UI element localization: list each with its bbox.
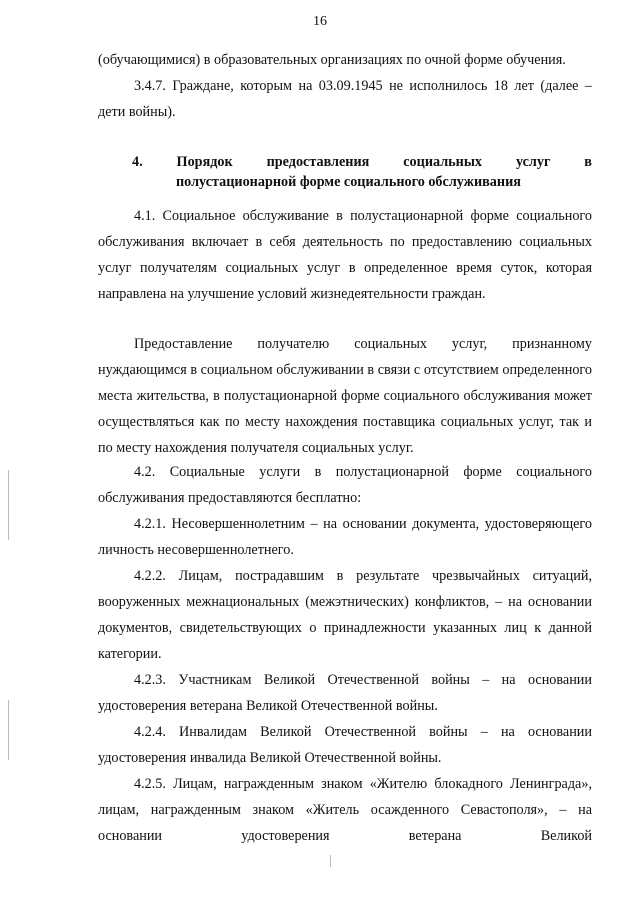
heading-word: Порядок bbox=[176, 154, 233, 170]
paragraph-4-2-5: 4.2.5. Лицам, награжденным знаком «Жителю блокадного Ленинграда», лицам, награжденным знаком «Житель осажденного Севастополя», – на основании удостоверения ветерана Великой bbox=[98, 776, 592, 844]
paragraph-4-2-3: 4.2.3. Участникам Великой Отечественной войны – на основании удостоверения ветерана Великой Отечественной войны. bbox=[98, 672, 592, 714]
heading-word: услуг bbox=[515, 154, 551, 170]
page-number: 16 bbox=[313, 14, 327, 29]
paragraph-4-2-2: 4.2.2. Лицам, пострадавшим в результате чрезвычайных ситуаций, вооруженных межнациональных (межэтнических) конфликтов, – на основании документов, свидетельствующих о принадлежности указанных лиц к данной категории. bbox=[98, 568, 592, 662]
paragraph-placement: Предоставление получателю социальных услуг, признанному нуждающимся в социальном обслуживании в связи с отсутствием определенного места жительства, в полустационарной форме социального обслуживания может осуществляться как по месту нахождения поставщика социальных услуг, так и по месту нахождения получателя социальных услуг. bbox=[98, 336, 592, 456]
paragraph-4-2-1: 4.2.1. Несовершеннолетним – на основании документа, удостоверяющего личность несовершеннолетнего. bbox=[98, 516, 592, 558]
section-4-heading-line1 bbox=[132, 152, 592, 172]
paragraph-4-2-4: 4.2.4. Инвалидам Великой Отечественной войны – на основании удостоверения инвалида Великой Отечественной войны. bbox=[98, 724, 592, 766]
heading-word: предоставления bbox=[266, 154, 370, 170]
section-4-heading-line2: полустационарной форме социального обслуживания bbox=[176, 174, 521, 190]
scan-artifact bbox=[8, 700, 9, 760]
paragraph-4-1: 4.1. Социальное обслуживание в полустационарной форме социального обслуживания включает в себя деятельность по предоставлению социальных услуг получателям социальных услуг в определенное время суток, которая направлена на улучшение условий жизнедеятельности граждан. bbox=[98, 208, 592, 302]
scan-artifact bbox=[8, 470, 9, 540]
paragraph-4-2: 4.2. Социальные услуги в полустационарной форме социального обслуживания предоставляются бесплатно: bbox=[98, 464, 592, 506]
paragraph-continuation: (обучающимися) в образовательных организациях по очной форме обучения. bbox=[98, 52, 566, 68]
section-4-heading bbox=[132, 152, 592, 192]
heading-word: социальных bbox=[403, 154, 483, 170]
heading-word: в bbox=[584, 154, 592, 170]
paragraph-3-4-7: 3.4.7. Граждане, которым на 03.09.1945 не исполнилось 18 лет (далее – дети войны). bbox=[98, 78, 592, 120]
scan-artifact bbox=[330, 855, 331, 867]
section-number: 4. bbox=[132, 154, 143, 170]
